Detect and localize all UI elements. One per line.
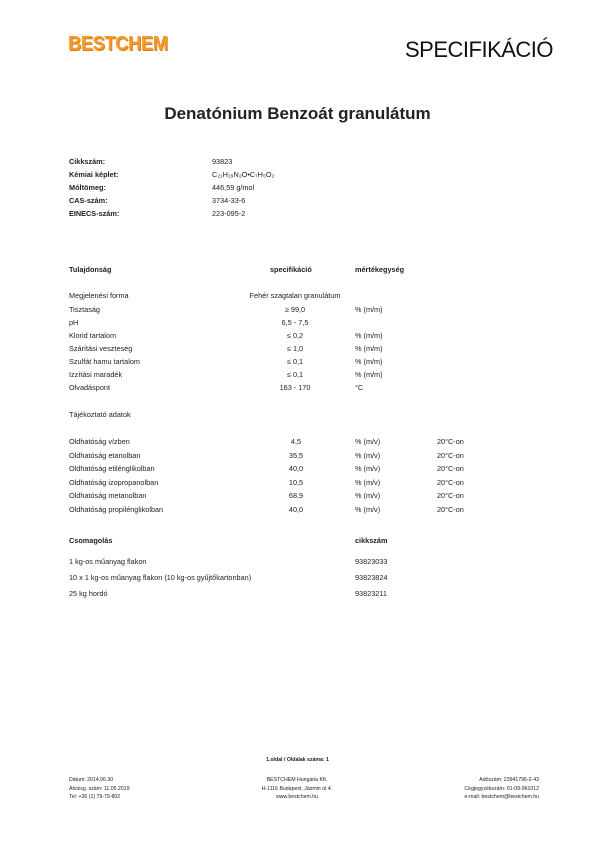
footer-company: BESTCHEM Hungária Kft. bbox=[266, 777, 328, 783]
spec-value: ≥ 99,0 bbox=[284, 305, 306, 314]
identifier-value: 93823 bbox=[212, 157, 233, 166]
footer-left bbox=[69, 776, 129, 802]
info-unit: % (m/v) bbox=[355, 491, 381, 500]
packaging-header-label: Csomagolás bbox=[69, 536, 113, 545]
spec-property: Tisztaság bbox=[69, 305, 100, 314]
info-property: Oldhatóság etilénglikolban bbox=[69, 464, 155, 473]
info-value: 4,5 bbox=[290, 437, 302, 446]
company-logo: BESTCHEM bbox=[68, 33, 168, 55]
info-property: Oldhatóság propilénglikolban bbox=[69, 505, 164, 514]
info-unit: % (m/v) bbox=[355, 505, 381, 514]
identifier-label: Móltömeg: bbox=[69, 183, 106, 192]
spec-header-property: Tulajdonság bbox=[69, 265, 112, 274]
identifier-value: 446,59 g/mol bbox=[212, 183, 255, 192]
info-property: Oldhatóság vízben bbox=[69, 437, 130, 446]
info-value: 40,0 bbox=[288, 464, 304, 473]
spec-property: Szulfát hamu tartalom bbox=[69, 357, 140, 366]
spec-value: 163 - 170 bbox=[279, 383, 311, 392]
spec-value: 6,5 - 7,5 bbox=[281, 318, 309, 327]
spec-value: ≤ 0,1 bbox=[286, 357, 304, 366]
spec-value: ≤ 1,0 bbox=[286, 344, 304, 353]
info-unit: % (m/v) bbox=[355, 437, 381, 446]
packaging-label: 1 kg-os műanyag flakon bbox=[69, 557, 147, 566]
footer-phone: Tel: +36 (1) 79-79-802 bbox=[69, 794, 121, 801]
info-temp: 20°C-on bbox=[437, 478, 464, 487]
info-heading: Tájékoztató adatok bbox=[69, 410, 131, 419]
spec-property: Klorid tartalom bbox=[69, 331, 117, 340]
info-value: 40,0 bbox=[288, 505, 304, 514]
info-temp: 20°C-on bbox=[437, 437, 464, 446]
identifier-value: 3734-33-6 bbox=[212, 196, 246, 205]
identifier-value: 223-095-2 bbox=[212, 209, 246, 218]
packaging-label: 10 x 1 kg-os műanyag flakon (10 kg-os gyűjtőkartonban) bbox=[69, 573, 252, 582]
identifier-label: CAS-szám: bbox=[69, 196, 108, 205]
info-property: Oldhatóság etanolban bbox=[69, 451, 141, 460]
info-temp: 20°C-on bbox=[437, 505, 464, 514]
spec-unit: % (m/m) bbox=[355, 344, 383, 353]
spec-property: Szárítási veszteség bbox=[69, 344, 133, 353]
spec-unit: °C bbox=[355, 383, 364, 392]
footer-date: Dátum: 2014.06.30 bbox=[69, 777, 114, 783]
spec-unit: % (m/m) bbox=[355, 370, 383, 379]
spec-property: Olvadáspont bbox=[69, 383, 110, 392]
spec-unit: % (m/m) bbox=[355, 305, 383, 314]
spec-property: pH bbox=[69, 318, 79, 327]
footer-revision: Átvizsg. szám: 11.05.2019 bbox=[69, 785, 130, 792]
footer-right bbox=[464, 776, 539, 802]
spec-header-spec: specifikáció bbox=[270, 265, 312, 274]
footer-center bbox=[197, 776, 397, 802]
packaging-code: 93823824 bbox=[355, 573, 388, 582]
footer-registry-number: Cégjegyzékszám: 01-09-961012 bbox=[464, 785, 539, 792]
spec-property: Megjelenési forma bbox=[69, 291, 129, 300]
page-number: 1.oldal / Oldalak száma: 1 bbox=[266, 757, 329, 763]
info-value: 68,9 bbox=[288, 491, 304, 500]
identifier-value: C₂₁H₂₉N₂O•C₇H₅O₂ bbox=[212, 170, 275, 179]
info-temp: 20°C-on bbox=[437, 451, 464, 460]
spec-header-unit: mértékegység bbox=[355, 265, 405, 274]
footer-tax-number: Adószám: 23941796-2-43 bbox=[479, 777, 539, 783]
spec-unit: % (m/m) bbox=[355, 331, 383, 340]
spec-value: Fehér szagtalan granulátum bbox=[249, 291, 341, 300]
info-temp: 20°C-on bbox=[437, 491, 464, 500]
document-type: SPECIFIKÁCIÓ bbox=[405, 37, 554, 62]
info-value: 35,5 bbox=[288, 451, 304, 460]
page-title: Denatónium Benzoát granulátum bbox=[164, 104, 431, 123]
info-unit: % (m/v) bbox=[355, 478, 381, 487]
info-unit: % (m/v) bbox=[355, 464, 381, 473]
info-unit: % (m/v) bbox=[355, 451, 381, 460]
footer-email-link[interactable]: e-mail: bestchem@bestchem.hu bbox=[464, 794, 539, 801]
footer-address: H-1116 Budapest, Jázmin út 4. bbox=[261, 785, 333, 792]
spec-value: ≤ 0,1 bbox=[286, 370, 304, 379]
footer-website-link[interactable]: www.bestchem.hu bbox=[275, 794, 319, 801]
packaging-header-code: cikkszám bbox=[355, 536, 388, 545]
spec-value: ≤ 0,2 bbox=[286, 331, 304, 340]
packaging-label: 25 kg hordó bbox=[69, 589, 108, 598]
info-temp: 20°C-on bbox=[437, 464, 464, 473]
packaging-code: 93823211 bbox=[355, 589, 387, 598]
identifier-label: Kémiai képlet: bbox=[69, 170, 119, 179]
info-property: Oldhatóság izopropanolban bbox=[69, 478, 159, 487]
packaging-code: 93823033 bbox=[355, 557, 388, 566]
spec-property: Izzítási maradék bbox=[69, 370, 123, 379]
identifier-label: EINECS-szám: bbox=[69, 209, 120, 218]
info-property: Oldhatóság metanolban bbox=[69, 491, 147, 500]
info-value: 10,5 bbox=[288, 478, 304, 487]
identifier-label: Cikkszám: bbox=[69, 157, 106, 166]
spec-unit: % (m/m) bbox=[355, 357, 383, 366]
